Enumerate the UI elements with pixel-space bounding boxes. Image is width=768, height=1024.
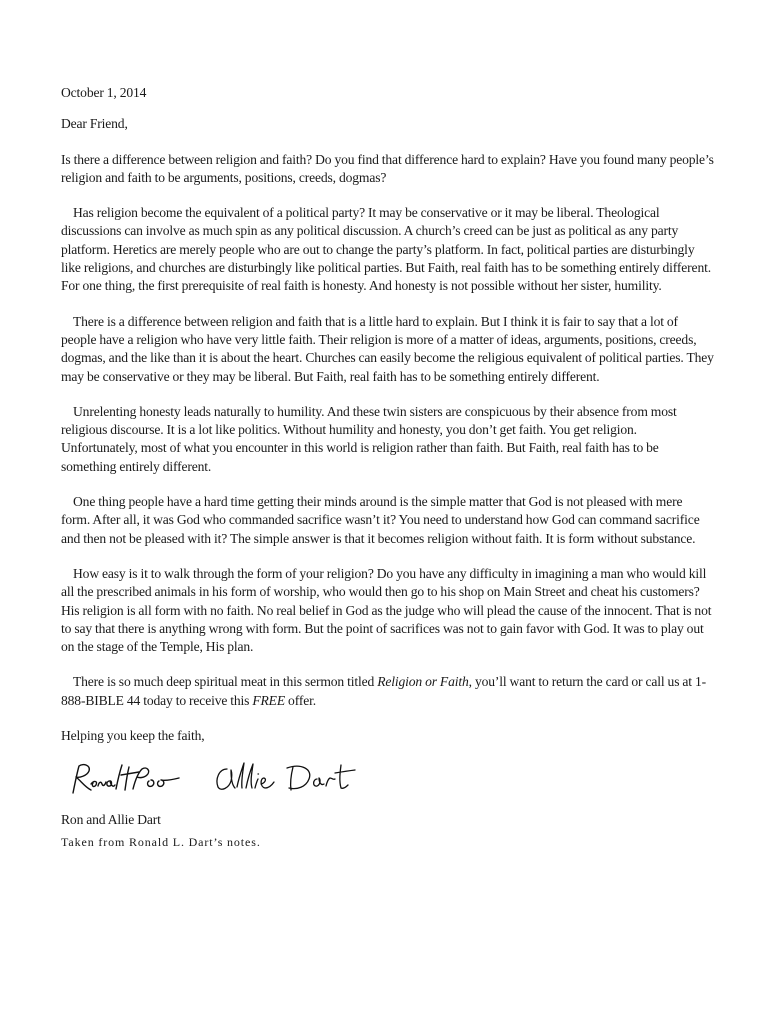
offer-text-start: There is so much deep spiritual meat in this sermon titled xyxy=(73,674,378,690)
body-paragraph: Has religion become the equivalent of a political party? It may be conservative or it may be liberal. Theological discussions can involve as much spin as any political discussion. A church’s creed can be just as political as any party platform. Heretics are merely people who are out to change the party’s platform. In fact, political parties are disturbingly like religions, and churches are disturbingly like political parties. But Faith, real faith has to be something entirely different. For one thing, the first prerequisite of real faith is honesty. And honesty is not possible without her sister, humility. xyxy=(61,205,711,294)
offer-text-end: offer. xyxy=(285,692,316,708)
letter-date: October 1, 2014 xyxy=(61,85,147,100)
letter-greeting: Dear Friend, xyxy=(61,116,128,132)
ron-signature xyxy=(63,759,185,799)
intro-paragraph: Is there a difference between religion and faith? Do you find that difference hard to explain? Have you found many people’s religion and faith to be arguments, positions, creeds, dogmas? xyxy=(61,151,714,185)
allie-signature xyxy=(209,757,359,797)
signature-names: Ron and Allie Dart xyxy=(61,812,161,828)
body-paragraph: There is a difference between religion and faith that is a little hard to explain. But I think it is fair to say that a lot of people have a religion who have very little faith. Their religion is more of a matter of ideas, arguments, positions, creeds, dogmas, and the like than it is about the heart. Churches can easily become the religious equivalent of political parties. They may be conservative or they may be liberal. But Faith, real faith has to be something entirely different. xyxy=(61,313,714,384)
sermon-title: Religion or Faith xyxy=(377,674,469,690)
signature-row xyxy=(61,755,714,809)
offer-text-middle: , you’ll want to return the card or call us at 1-888-BIBLE 44 today to receive this xyxy=(61,674,706,708)
body-paragraph: How easy is it to walk through the form of your religion? Do you have any difficulty in imagining a man who would kill all the prescribed animals in his form of worship, who would then go to his shop on Main Street and cheat his customers? His religion is all form with no faith. No real belief in God as the judge who will plead the cause of the innocent. That is not to say that there is anything wrong with form. But the point of sacrifices was not to gain favor with God. It was to play out on the stage of the Temple, His plan. xyxy=(61,565,712,655)
notes-credit: Taken from Ronald L. Dart’s notes. xyxy=(61,834,261,849)
letter-closing: Helping you keep the faith, xyxy=(61,728,205,744)
body-paragraph: Unrelenting honesty leads naturally to humility. And these twin sisters are conspicuous by their absence from most religious discourse. It is a lot like politics. Without humility and honesty, you don’t get faith. You get religion. Unfortunately, most of what you encounter in this world is religion rather than faith. But Faith, real faith has to be something entirely different. xyxy=(61,403,677,474)
free-emphasis: FREE xyxy=(252,692,285,708)
offer-paragraph xyxy=(61,673,714,710)
body-paragraph: One thing people have a hard time getting their minds around is the simple matter that God is not pleased with mere form. After all, it was God who commanded sacrifice wasn’t it? You need to understand how God can command sacrifice and then not be pleased with it? The simple answer is that it becomes religion without faith. It is form without substance. xyxy=(61,494,700,546)
